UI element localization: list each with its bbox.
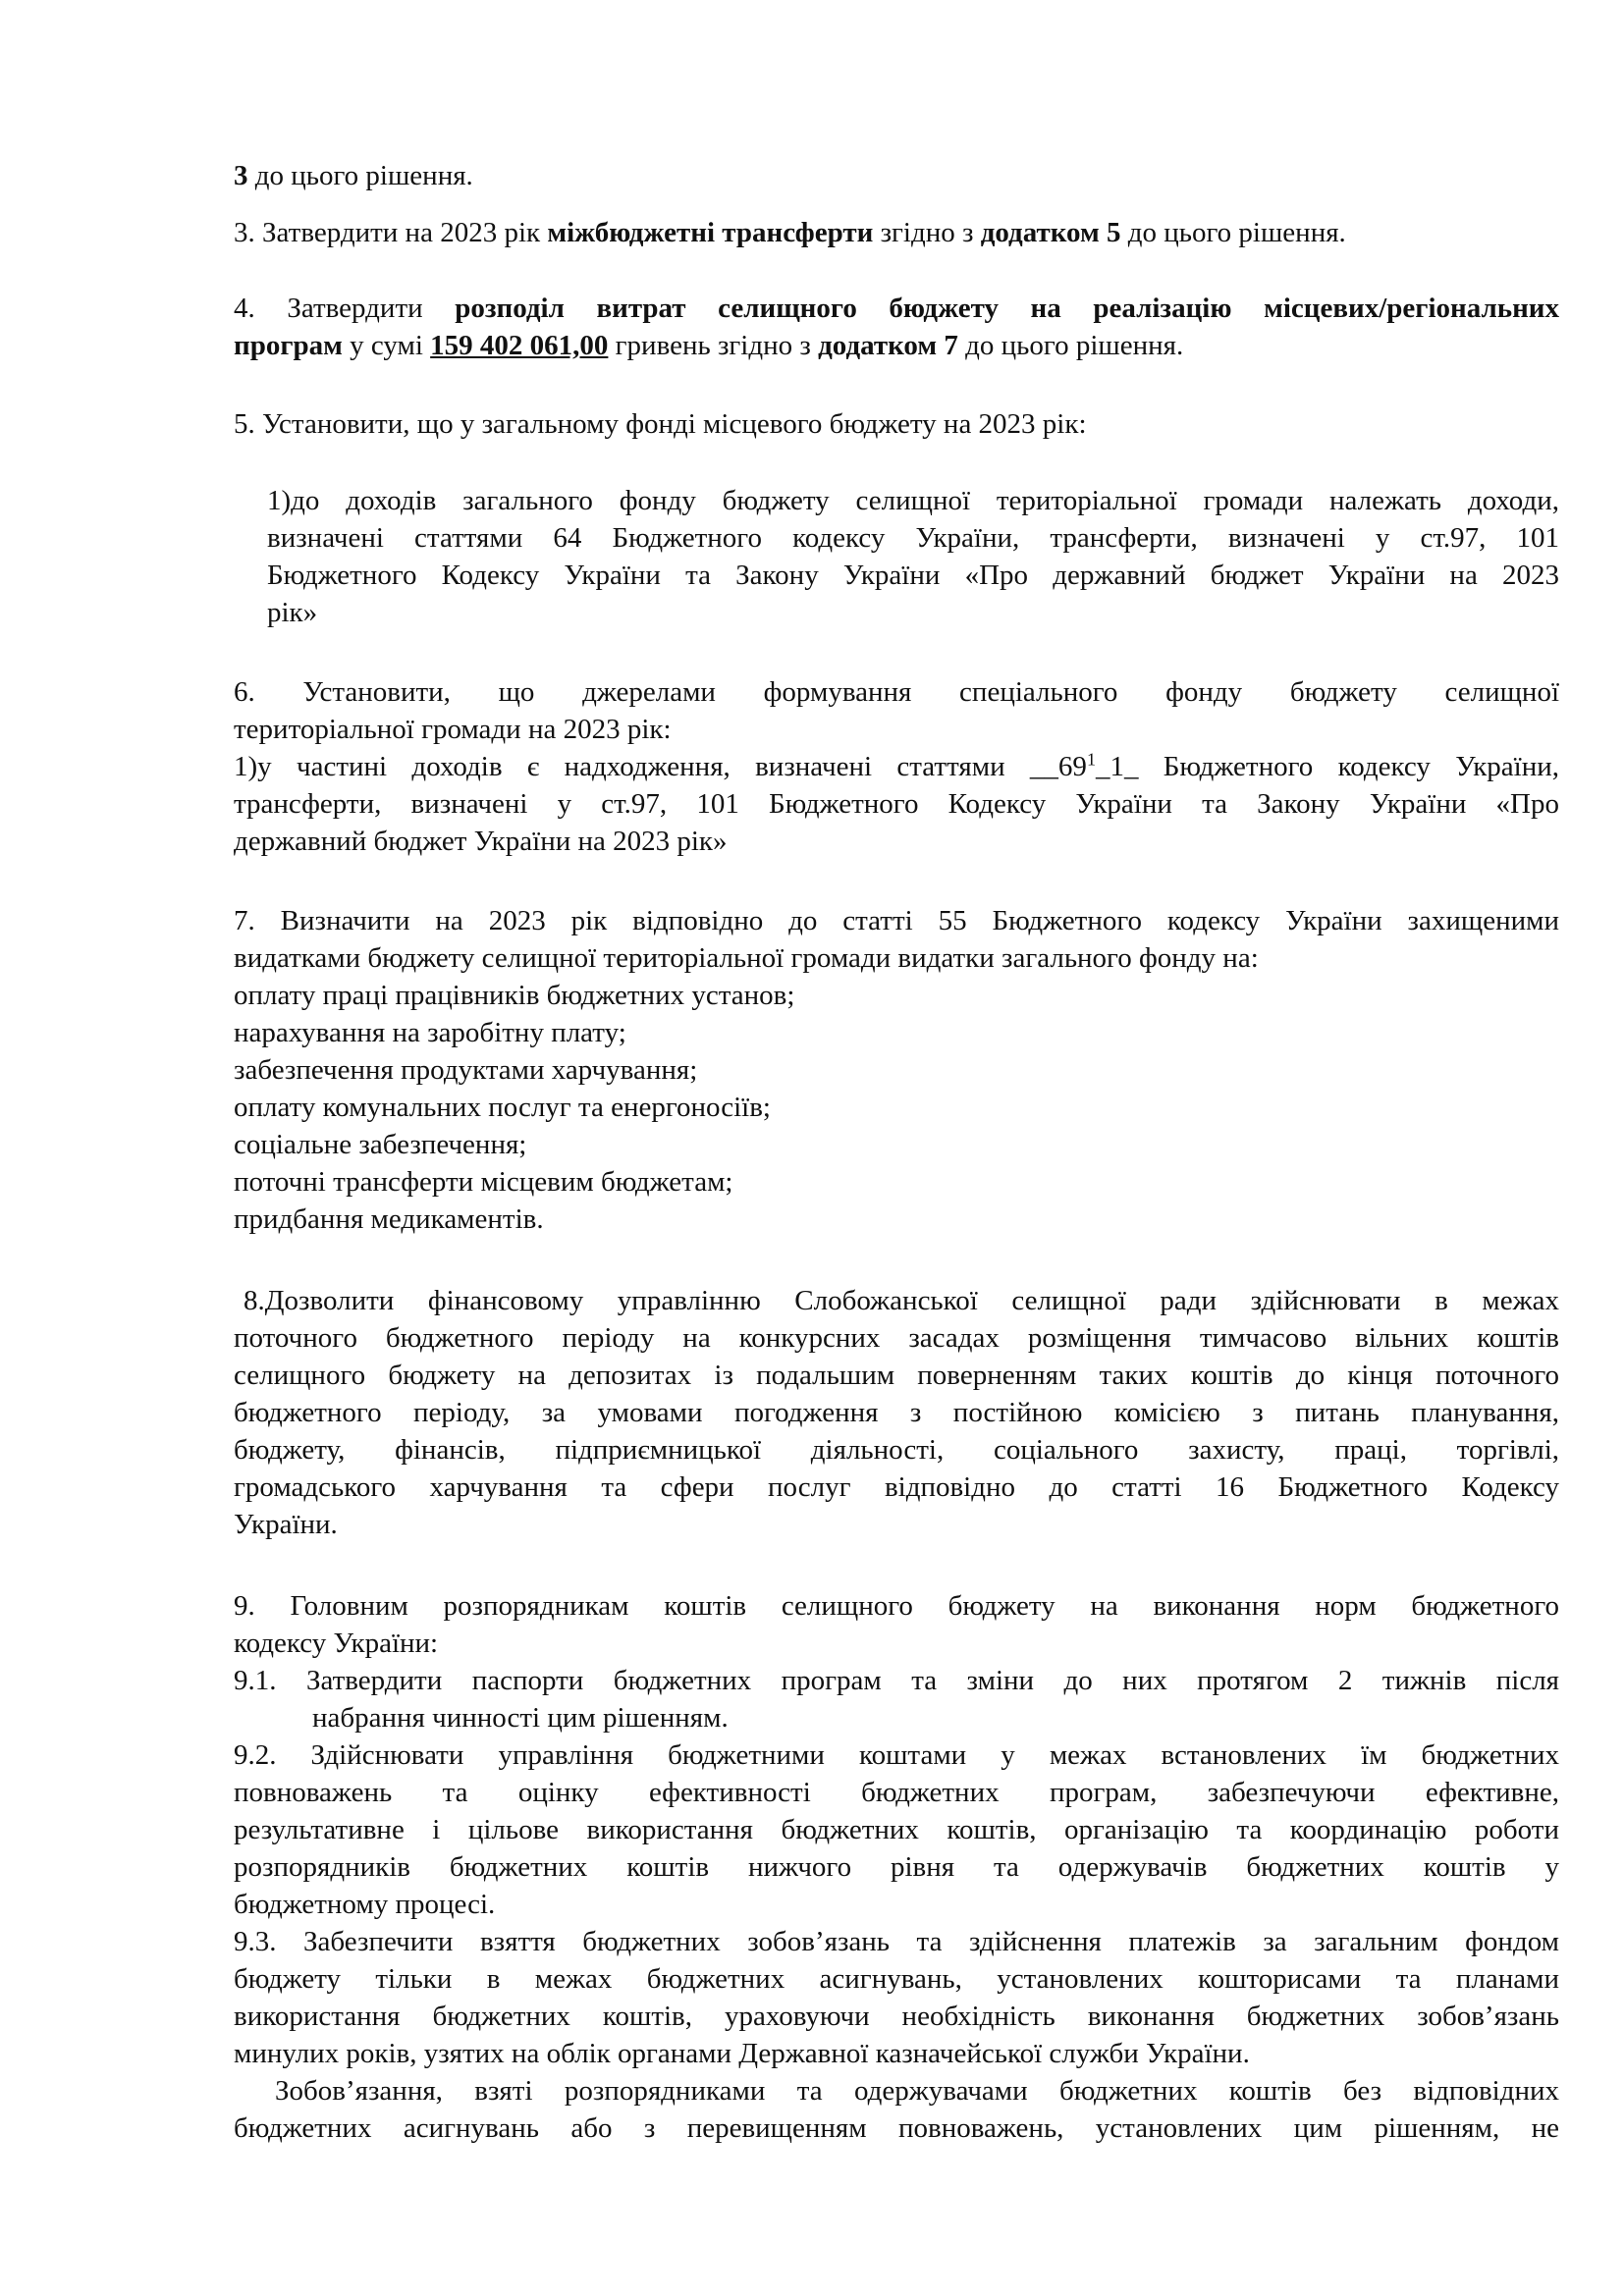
paragraph-3: 3. Затвердити на 2023 рік міжбюджетні трансферти згідно з додатком 5 до цього рішення. [234,217,1346,248]
subpoint-9-2: 9.2. Здійснювати управління бюджетними коштами у межах встановлених їм бюджетних [234,1739,1559,1771]
list-item: забезпечення продуктами харчування; [234,1054,698,1086]
paragraph-7: 7. Визначити на 2023 рік відповідно до статті 55 Бюджетного кодексу України захищеними видатками бюджету селищної територіальної громади видатки загального фонду на: оплату праці працівників бюджетних установ; нарахування на заробітну плату; забезпечення продуктами харчування; оплату комунальних послуг та енергоносіїв; соціальне забезпечення; поточні трансферти місцевим бюджетам; придбання медикаментів. [234,902,1559,1238]
paragraph-5-title: 5. Установити, що у загальному фонді місцевого бюджету на 2023 рік: [234,408,1087,440]
list-item: соціальне забезпечення; [234,1129,527,1160]
list-item: поточні трансферти місцевим бюджетам; [234,1166,733,1198]
subpoint-9-3: 9.3. Забезпечити взяття бюджетних зобов’язань та здійснення платежів за загальним фондом [234,1926,1559,1957]
program-sum: 159 402 061,00 [430,330,609,361]
appendix-number: 3 [234,160,248,191]
list-item: оплату праці працівників бюджетних установ; [234,980,795,1011]
obligations-paragraph: Зобов’язання, взяті розпорядниками та одержувачами бюджетних коштів без відповідних [275,2075,1559,2107]
list-item: нарахування на заробітну плату; [234,1017,626,1048]
list-item: оплату комунальних послуг та енергоносіїв; [234,1092,771,1123]
paragraph-9: 9. Головним розпорядникам коштів селищного бюджету на виконання норм бюджетного кодексу України: 9.1. Затвердити паспорти бюджетних програм та зміни до них протягом 2 тижнів після набрання чинності цим рішенням. 9.2. Здійснювати управління бюджетними коштами у межах встановлених їм бюджетних повноважень та оцінку ефективності бюджетних програм, забезпечуючи ефективне, результативне і цільове використання бюджетних коштів, організацію та координацію роботи розпорядників бюджетних коштів нижчого рівня та одержувачів бюджетних коштів у бюджетному процесі. 9.3. Забезпечити взяття бюджетних зобов’язань та здійснення платежів за загальним фондом бюджету тільки в межах бюджетних асигнувань, установлених кошторисами та планами використання бюджетних коштів, ураховуючи необхідність виконання бюджетних зобов’язань минулих років, узятих на облік органами Державної казначейської служби України. Зобов’язання, взяті розпорядниками та одержувачами бюджетних коштів без відповідних бюджетних асигнувань або з перевищенням повноважень, установлених цим рішенням, не [234,1590,1559,2144]
paragraph-4: 4. Затвердити розподіл витрат селищного бюджету на реалізацію місцевих/регіональних програм у сумі 159 402 061,00 гривень згідно з додатком 7 до цього рішення. [234,293,1559,361]
paragraph-6: 6. Установити, що джерелами формування спеціального фонду бюджету селищної територіальної громади на 2023 рік: 1)у частині доходів є надходження, визначені статтями $\_\_69^1\_1\_$ Бюджетного кодексу України, трансферти, визначені у ст.97, 101 Бюджетного Кодексу України та Закону України «Про державний бюджет України на 2023 рік» [234,676,1560,857]
list-item: придбання медикаментів. [234,1203,544,1235]
paragraph-8: 8.Дозволити фінансовому управлінню Слобожанської селищної ради здійснювати в межах поточного бюджетного періоду на конкурсних засадах розміщення тимчасово вільних коштів селищного бюджету на депозитах із подальшим поверненням таких коштів до кінця поточного бюджетного періоду, за умовами погодження з постійною комісією з питань планування, бюджету, фінансів, підприємницької діяльності, соціального захисту, праці, торгівлі, громадського харчування та сфери послуг відповідно до статті 16 Бюджетного Кодексу України. [234,1285,1559,1540]
paragraph-5-item: 1)до доходів загального фонду бюджету селищної територіальної громади належать доходи, визначені статтями 64 Бюджетного кодексу України, трансферти, визначені у ст.97, 101 Бюджетного Кодексу України та Закону України «Про державний бюджет України на 2023 рік» [267,485,1559,628]
continuation-line: 3 до цього рішення. [234,160,473,191]
subpoint-9-1: 9.1. Затвердити паспорти бюджетних програм та зміни до них протягом 2 тижнів після [234,1665,1559,1696]
